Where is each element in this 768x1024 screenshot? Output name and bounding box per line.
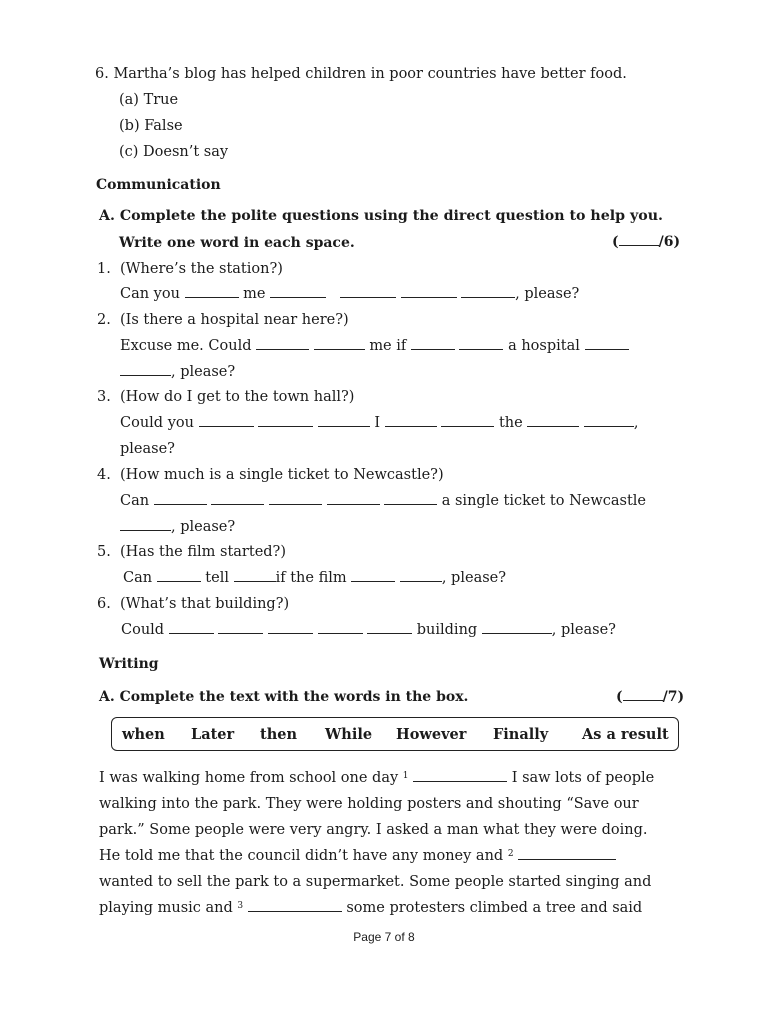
item-1-number: 1. [97, 261, 111, 277]
text-line-2: walking into the park. They were holding posters and shouting “Save our [99, 796, 639, 812]
item-5-polite-question: Can tell if the film , please? [123, 570, 507, 586]
gap[interactable] [340, 284, 396, 298]
gap[interactable] [351, 568, 395, 582]
communication-task-line1: A. Complete the polite questions using the direct question to help you. [99, 208, 663, 224]
option-b: (b) False [119, 118, 183, 134]
gap[interactable] [527, 413, 579, 427]
gap[interactable] [318, 620, 363, 634]
text-line-3: park.” Some people were very angry. I asked a man what they were doing. [99, 822, 648, 838]
item-2-polite-question-cont: , please? [120, 362, 235, 382]
item-1-direct-question: (Where’s the station?) [120, 261, 283, 277]
gap-2[interactable] [518, 846, 616, 860]
word-box-item: when [122, 726, 165, 743]
gap[interactable] [258, 413, 313, 427]
item-3-number: 3. [97, 389, 111, 405]
gap[interactable] [154, 491, 207, 505]
gap[interactable] [234, 568, 276, 582]
option-c: (c) Doesn’t say [119, 144, 229, 160]
text-line-1: I was walking home from school one day $^1$ I saw lots of people [99, 770, 655, 786]
gap-3[interactable] [248, 898, 342, 912]
gap[interactable] [411, 336, 455, 350]
gap[interactable] [218, 620, 263, 634]
gap[interactable] [185, 284, 239, 298]
gap[interactable] [461, 284, 515, 298]
gap-1[interactable] [413, 768, 507, 782]
gap[interactable] [459, 336, 503, 350]
gap[interactable] [270, 284, 326, 298]
item-2-direct-question: (Is there a hospital near here?) [120, 312, 349, 328]
gap[interactable] [256, 336, 309, 350]
gap[interactable] [268, 620, 313, 634]
item-6-number: 6. [97, 596, 111, 612]
writing-task: A. Complete the text with the words in the box. [99, 689, 469, 705]
item-2-number: 2. [97, 312, 111, 328]
word-box-item: As a result [582, 726, 669, 743]
text-line-5: wanted to sell the park to a supermarket. Some people started singing and [99, 874, 652, 890]
page-number: Page 7 of 8 [353, 930, 415, 944]
communication-task-line2: Write one word in each space. [119, 235, 355, 251]
gap[interactable] [385, 413, 437, 427]
reading-question-6: 6. Martha’s blog has helped children in poor countries have better food. [95, 66, 627, 82]
option-a: (a) True [119, 92, 179, 108]
text-line-4: He told me that the council didn’t have any money and $^2$ [99, 846, 616, 866]
word-box-item: However [396, 726, 467, 743]
gap[interactable] [269, 491, 322, 505]
text-line-6: playing music and $^3$ some protesters climbed a tree and said [99, 900, 643, 916]
gap[interactable] [584, 413, 634, 427]
gap[interactable] [211, 491, 264, 505]
gap[interactable] [327, 491, 380, 505]
item-5-direct-question: (Has the film started?) [120, 544, 286, 560]
item-5-number: 5. [97, 544, 111, 560]
writing-heading: Writing [99, 656, 159, 672]
gap[interactable] [441, 413, 494, 427]
writing-score: ( /7) [616, 689, 685, 705]
item-2-polite-question: Excuse me. Could me if a hospital [120, 336, 629, 356]
gap[interactable] [384, 491, 437, 505]
word-box-item: While [325, 726, 373, 743]
item-3-direct-question: (How do I get to the town hall?) [120, 389, 355, 405]
word-box-item: Finally [493, 726, 549, 743]
item-4-polite-question-cont: , please? [120, 517, 235, 537]
item-3-polite-question: Could you I the , [120, 415, 639, 431]
item-6-polite-question: Could building , please? [121, 622, 616, 638]
word-box-item: Later [191, 726, 235, 743]
communication-score: ( /6) [612, 234, 681, 250]
gap[interactable] [314, 336, 365, 350]
gap[interactable] [400, 568, 442, 582]
item-4-number: 4. [97, 467, 111, 483]
gap[interactable] [367, 620, 412, 634]
gap[interactable] [482, 620, 552, 634]
gap[interactable] [401, 284, 457, 298]
gap[interactable] [120, 517, 171, 531]
gap[interactable] [199, 413, 254, 427]
item-4-direct-question: (How much is a single ticket to Newcastle?) [120, 467, 444, 483]
gap[interactable] [120, 362, 171, 376]
item-1-polite-question: Can you me , please? [120, 286, 580, 302]
gap[interactable] [169, 620, 214, 634]
gap[interactable] [157, 568, 201, 582]
item-3-polite-question-cont: please? [120, 441, 175, 457]
word-box [111, 717, 679, 751]
item-4-polite-question: Can a single ticket to Newcastle [120, 493, 647, 509]
item-6-direct-question: (What’s that building?) [120, 596, 290, 612]
gap[interactable] [318, 413, 370, 427]
communication-heading: Communication [96, 177, 221, 193]
gap[interactable] [585, 336, 629, 350]
word-box-item: then [260, 726, 298, 743]
